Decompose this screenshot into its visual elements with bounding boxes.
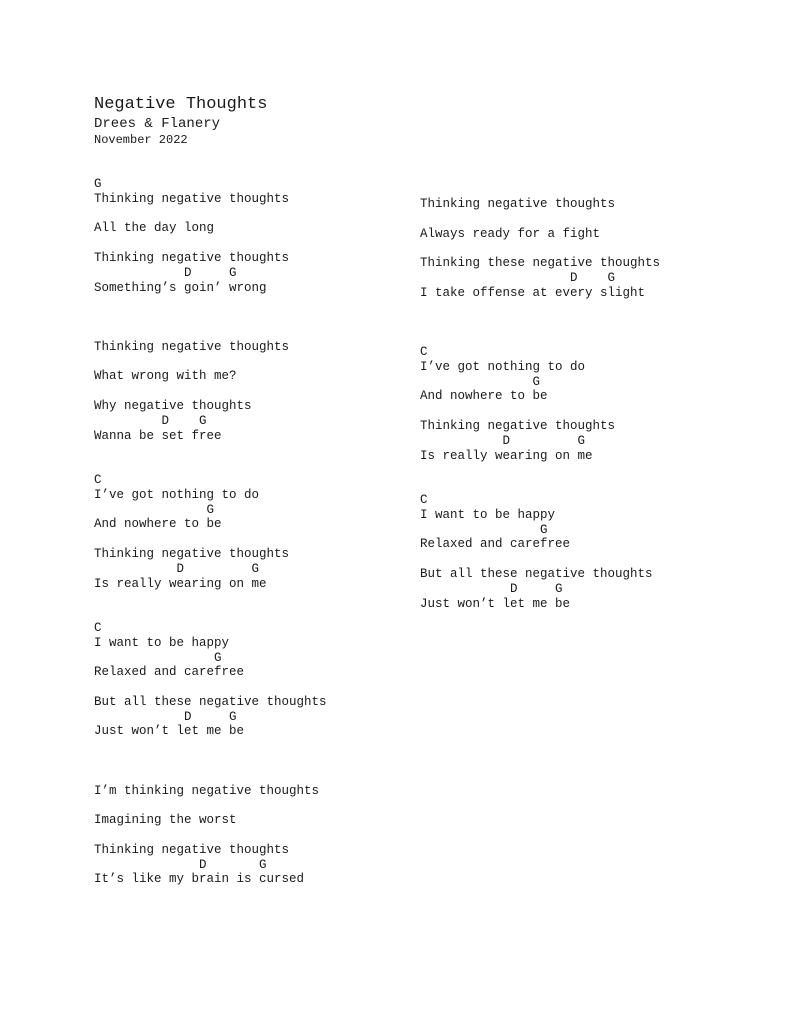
lyric-line: Thinking negative thoughts: [420, 197, 616, 211]
lyric-line: Thinking negative thoughts: [94, 339, 290, 354]
chord-line: D G: [420, 270, 616, 285]
lyric-line: Thinking negative thoughts: [94, 842, 290, 857]
lyrics-left-column: [94, 177, 327, 887]
chord-line: C: [420, 344, 428, 359]
lyric-line: Just won’t let me be: [420, 596, 571, 611]
blank-line: [94, 591, 327, 606]
chord-line: G: [420, 522, 548, 537]
lyrics-right-column: [420, 197, 660, 611]
lyric-line: Thinking negative thoughts: [94, 250, 290, 265]
blank-line: [94, 606, 327, 621]
blank-line: [94, 310, 327, 325]
blank-line: [94, 355, 327, 370]
lyric-line: Relaxed and carefree: [94, 665, 245, 680]
blank-line: [94, 458, 327, 473]
lyric-line: I take offense at every slight: [420, 285, 646, 300]
blank-line: [420, 212, 660, 227]
blank-line: [94, 325, 327, 340]
chord-line: D G: [94, 709, 237, 724]
chord-line: D G: [94, 265, 237, 280]
blank-line: [94, 769, 327, 784]
lyric-line: Imagining the worst: [94, 813, 237, 828]
blank-line: [94, 384, 327, 399]
blank-line: [420, 463, 660, 478]
chord-line: D G: [420, 581, 563, 596]
lyric-line: But all these negative thoughts: [420, 566, 653, 581]
lyric-line: Thinking these negative thoughts: [420, 256, 661, 271]
blank-line: [420, 301, 660, 316]
blank-line: [94, 754, 327, 769]
lyric-line: Wanna be set free: [94, 428, 222, 443]
chord-line: G: [420, 374, 541, 389]
blank-line: [94, 828, 327, 843]
chord-line: D G: [420, 433, 586, 448]
chord-line: G: [94, 502, 215, 517]
lyric-line: Always ready for a fight: [420, 226, 601, 241]
chord-line: D G: [94, 857, 267, 872]
lyric-line: I’ve got nothing to do: [420, 359, 586, 374]
lyric-line: Thinking negative thoughts: [420, 418, 616, 433]
lyric-line: I’ve got nothing to do: [94, 487, 260, 502]
lyric-line: I’m thinking negative thoughts: [94, 783, 320, 798]
chord-line: C: [420, 492, 428, 507]
blank-line: [94, 295, 327, 310]
lyric-line: Thinking negative thoughts: [94, 191, 290, 206]
lyric-line: Thinking negative thoughts: [94, 546, 290, 561]
chord-line: D G: [94, 413, 207, 428]
chord-line: D G: [94, 561, 260, 576]
lyric-line: And nowhere to be: [94, 517, 222, 532]
blank-line: [94, 798, 327, 813]
blank-line: [94, 236, 327, 251]
lyric-line: It’s like my brain is cursed: [94, 872, 305, 887]
song-date: November 2022: [94, 133, 188, 147]
chord-line: C: [94, 472, 102, 487]
lyric-line: Why negative thoughts: [94, 398, 252, 413]
lyric-line: And nowhere to be: [420, 389, 548, 404]
chord-line: G: [94, 177, 102, 191]
blank-line: [420, 330, 660, 345]
song-title: Negative Thoughts: [94, 95, 268, 114]
lyric-line: Is really wearing on me: [94, 576, 267, 591]
blank-line: [94, 739, 327, 754]
blank-line: [94, 532, 327, 547]
chord-line: G: [94, 650, 222, 665]
lyric-line: All the day long: [94, 221, 215, 236]
lyric-line: Something’s goin’ wrong: [94, 280, 267, 295]
lyric-line: What wrong with me?: [94, 369, 237, 384]
lyric-line: Relaxed and carefree: [420, 537, 571, 552]
lyric-line: Just won’t let me be: [94, 724, 245, 739]
blank-line: [94, 207, 327, 222]
chord-line: C: [94, 620, 102, 635]
blank-line: [420, 478, 660, 493]
blank-line: [420, 315, 660, 330]
blank-line: [420, 552, 660, 567]
lyric-line: I want to be happy: [420, 507, 556, 522]
blank-line: [94, 680, 327, 695]
blank-line: [94, 443, 327, 458]
song-artist: Drees & Flanery: [94, 116, 221, 132]
blank-line: [420, 404, 660, 419]
lyric-line: But all these negative thoughts: [94, 694, 327, 709]
lyric-line: Is really wearing on me: [420, 448, 593, 463]
lyric-line: I want to be happy: [94, 635, 230, 650]
blank-line: [420, 241, 660, 256]
